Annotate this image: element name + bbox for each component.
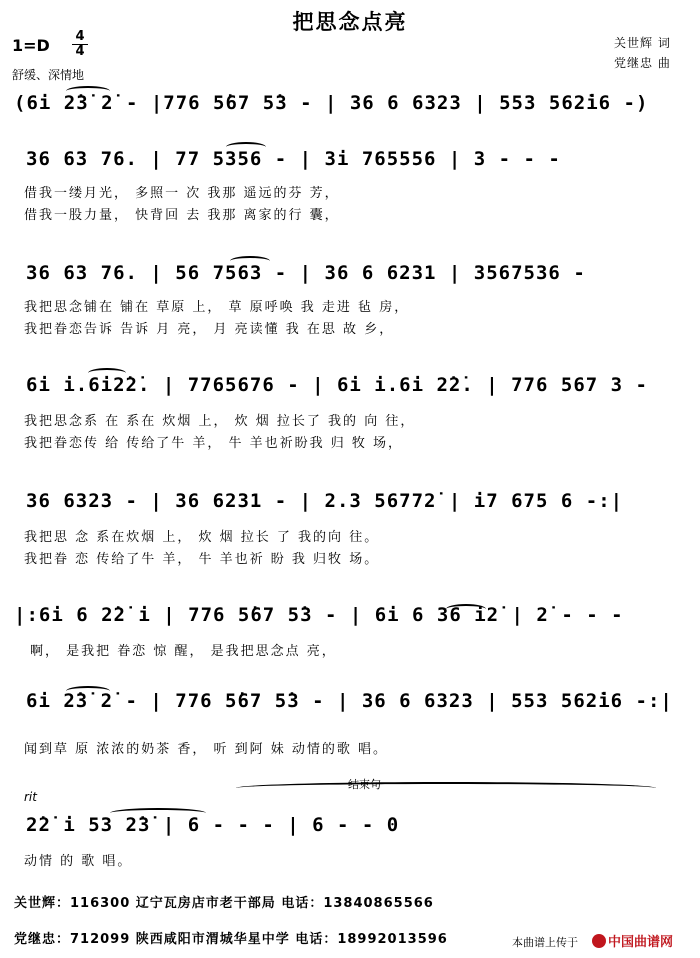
meter-bottom: 4 bbox=[72, 44, 88, 59]
ending-phrase-label: 结束句 bbox=[348, 778, 381, 791]
lyrics-row-2-verse-2: 我把眷恋告诉 告诉 月 亮， 月 亮读懂 我 在思 故 乡， bbox=[24, 322, 395, 337]
ending-phrase-slur bbox=[236, 782, 656, 794]
lyrics-row-chorus: 啊， 是我把 眷恋 惊 醒， 是我把思念点 亮， bbox=[30, 644, 337, 659]
upload-note: 本曲谱上传于 bbox=[512, 936, 578, 949]
slur-mark bbox=[88, 368, 126, 378]
meter-top: 4 bbox=[75, 29, 85, 44]
lyrics-row-ending: 动情 的 歌 唱。 bbox=[24, 854, 133, 869]
contact-composer: 党继忠：712099 陕西咸阳市渭城华星中学 电话：18992013596 bbox=[14, 932, 448, 947]
score-row-6: 6i 2̇3̇ 2̇ - | 776 5̇67 5̇3 - | 36 6 6323 | 553 562̇i6 -:| bbox=[26, 690, 673, 712]
tempo-marking: 舒缓、深情地 bbox=[12, 68, 85, 82]
site-logo-text: 中国曲谱网 bbox=[608, 935, 674, 950]
score-row-ending: 2̇2̇ i 53 2̇3̇ | 6 - - - | 6 - - 0 bbox=[26, 814, 400, 836]
composer-credit: 党继忠 曲 bbox=[614, 56, 671, 70]
slur-mark bbox=[66, 86, 110, 96]
score-row-2: 36 63 76. | 56 7563 - | 36 6 6231 | 3567536 - bbox=[26, 262, 586, 284]
score-row-intro: (6i 2̇3̇ 2̇ - |776 5̇67 5̇3 - | 36 6 6323 | 553 562̇i6 -) bbox=[14, 92, 649, 114]
logo-icon bbox=[592, 934, 606, 948]
lyrics-row-1-verse-1: 借我一缕月光， 多照一 次 我那 遥远的芬 芳， bbox=[24, 186, 340, 201]
lyrics-row-6: 闻到草 原 浓浓的奶茶 香， 听 到阿 妹 动情的歌 唱。 bbox=[24, 742, 389, 757]
contact-lyricist: 关世辉：116300 辽宁瓦房店市老干部局 电话：13840865566 bbox=[14, 896, 434, 911]
slur-mark bbox=[446, 604, 486, 614]
slur-mark bbox=[66, 686, 110, 696]
lyrics-row-3-verse-1: 我把思念系 在 系在 炊烟 上， 炊 烟 拉长了 我的 向 往， bbox=[24, 414, 416, 429]
score-row-3: 6i i.6i2̇2̇. | 7765676 - | 6i i.6i 2̇2̇. | 776 567 3 - bbox=[26, 374, 648, 396]
time-signature bbox=[72, 30, 88, 59]
slur-mark bbox=[226, 142, 266, 152]
ritardando-mark: rit bbox=[24, 790, 37, 804]
lyrics-row-4-verse-2: 我把眷 恋 传给了牛 羊， 牛 羊也祈 盼 我 归牧 场。 bbox=[24, 552, 380, 567]
score-row-1: 36 63 76. | 77 5356 - | 3i 765556 | 3 - - - bbox=[26, 148, 561, 170]
lyrics-row-4-verse-1: 我把思 念 系在炊烟 上， 炊 烟 拉长 了 我的向 往。 bbox=[24, 530, 380, 545]
slur-mark bbox=[110, 808, 206, 818]
lyrics-row-2-verse-1: 我把思念铺在 铺在 草原 上， 草 原呼唤 我 走进 毡 房， bbox=[24, 300, 410, 315]
score-row-4: 36 6323 - | 36 6231 - | 2.3 56772̇ | i7 675 6 -:| bbox=[26, 490, 624, 512]
lyricist-credit: 关世辉 词 bbox=[614, 36, 671, 50]
site-logo[interactable] bbox=[592, 931, 673, 950]
song-title: 把思念点亮 bbox=[292, 10, 408, 34]
lyrics-row-1-verse-2: 借我一股力量， 快背回 去 我那 离家的行 囊， bbox=[24, 208, 340, 223]
lyrics-row-3-verse-2: 我把眷恋传 给 传给了牛 羊， 牛 羊也祈盼我 归 牧 场， bbox=[24, 436, 404, 451]
score-row-chorus: |:6i 6 2̇2̇ i | 776 5̇67 5̇3 - | 6i 6 36 i2̇ | 2̇ - - - bbox=[14, 604, 624, 626]
slur-mark bbox=[230, 256, 270, 266]
key-signature: 1=D bbox=[12, 36, 50, 55]
